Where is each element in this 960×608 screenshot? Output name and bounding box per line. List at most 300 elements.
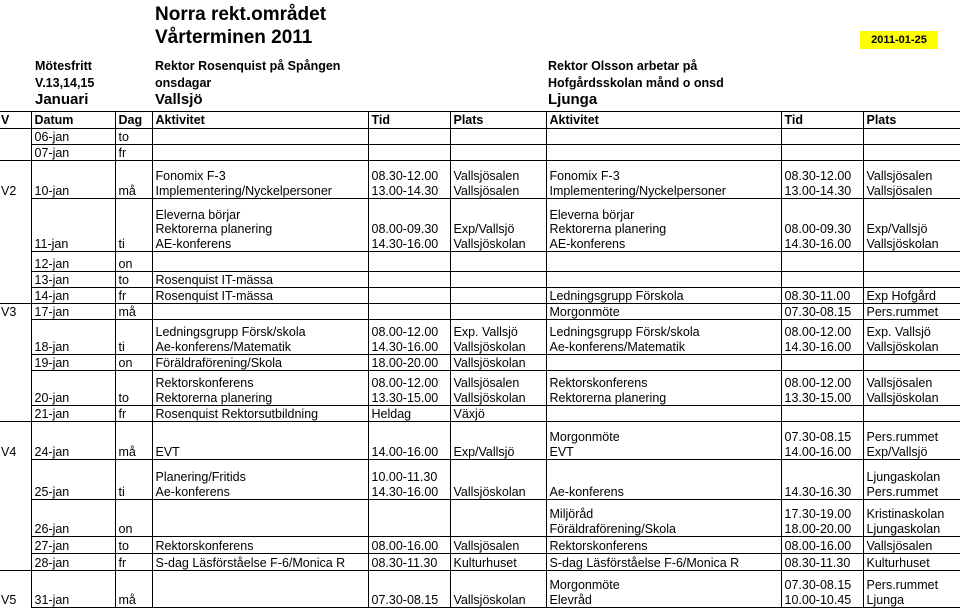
cell-line: Vallsjösalen — [867, 376, 960, 391]
cell-line: Exp. Vallsjö — [454, 325, 546, 340]
cell-line: 14.30-16.00 — [785, 237, 863, 252]
cell-line: 17.30-19.00 — [785, 507, 863, 522]
table-row — [0, 129, 960, 145]
cell-time-2 — [781, 161, 863, 199]
cell-time-1 — [368, 145, 450, 161]
cell-week — [0, 199, 31, 252]
cell-line: 07.30-08.15 — [785, 430, 863, 445]
cell-activity-2 — [546, 355, 781, 371]
cell-line: Ljungaskolan — [867, 470, 960, 485]
cell-line: Eleverna börjar — [550, 208, 781, 223]
cell-line: Vallsjösalen — [454, 184, 546, 199]
cell-line: Fonomix F-3 — [550, 169, 781, 184]
cell-date: 20-jan — [31, 371, 115, 406]
cell-day: fr — [115, 288, 152, 304]
cell-line: Vallsjöskolan — [454, 593, 546, 608]
cell-time-2 — [781, 500, 863, 537]
cell-activity-2 — [546, 371, 781, 406]
column-header-activity-1: Aktivitet — [152, 112, 368, 129]
cell-place-2 — [863, 161, 960, 199]
cell-activity-1 — [152, 161, 368, 199]
cell-time-2 — [781, 537, 863, 554]
cell-activity-1 — [152, 422, 368, 460]
cell-line: 14.30-16.00 — [372, 340, 450, 355]
cell-line: Ae-konferens — [156, 485, 368, 500]
table-row — [0, 199, 960, 252]
cell-time-1 — [368, 288, 450, 304]
cell-line: Pers.rummet — [867, 430, 960, 445]
cell-place-1 — [450, 320, 546, 355]
cell-line: Morgonmöte — [550, 578, 781, 593]
column-header-activity-2: Aktivitet — [546, 112, 781, 129]
cell-line: Vallsjösalen — [454, 376, 546, 391]
cell-activity-2 — [546, 288, 781, 304]
cell-time-1 — [368, 554, 450, 571]
cell-line: 08.30-12.00 — [372, 169, 450, 184]
cell-line: AE-konferens — [550, 237, 781, 252]
cell-line: 10.00-10.45 — [785, 593, 863, 608]
cell-day: ti — [115, 199, 152, 252]
cell-place-2 — [863, 320, 960, 355]
cell-line: Vallsjöskolan — [867, 391, 960, 406]
cell-activity-1 — [152, 129, 368, 145]
table-row — [0, 252, 960, 272]
table-row — [0, 355, 960, 371]
cell-line: Exp/Vallsjö — [454, 222, 546, 237]
cell-time-2 — [781, 355, 863, 371]
cell-place-2 — [863, 199, 960, 252]
cell-place-2 — [863, 145, 960, 161]
cell-line: 14.30-16.30 — [785, 485, 863, 500]
header-col3-line1: Rektor Olsson arbetar på — [548, 58, 697, 74]
cell-day: må — [115, 304, 152, 320]
cell-day: to — [115, 272, 152, 288]
cell-week — [0, 554, 31, 571]
cell-date: 19-jan — [31, 355, 115, 371]
cell-date: 27-jan — [31, 537, 115, 554]
table-row — [0, 406, 960, 422]
cell-time-1 — [368, 304, 450, 320]
cell-place-1 — [450, 554, 546, 571]
cell-activity-1 — [152, 252, 368, 272]
cell-week — [0, 252, 31, 272]
cell-line: Växjö — [454, 407, 546, 422]
header-col1-line3: Januari — [35, 92, 88, 108]
cell-day: fr — [115, 406, 152, 422]
table-row — [0, 571, 960, 608]
cell-place-2 — [863, 537, 960, 554]
table-row — [0, 537, 960, 554]
table-row — [0, 272, 960, 288]
cell-line: Föräldraförening/Skola — [156, 356, 368, 371]
cell-line: Ae-konferens — [550, 485, 781, 500]
cell-line: Vallsjösalen — [867, 539, 960, 554]
cell-line: Vallsjöskolan — [867, 237, 960, 252]
cell-time-1 — [368, 571, 450, 608]
cell-date: 10-jan — [31, 161, 115, 199]
schedule-table — [0, 111, 960, 608]
cell-week — [0, 320, 31, 355]
cell-date: 14-jan — [31, 288, 115, 304]
cell-line: 10.00-11.30 — [372, 470, 450, 485]
cell-place-1 — [450, 272, 546, 288]
table-row — [0, 320, 960, 355]
table-row — [0, 304, 960, 320]
cell-place-2 — [863, 272, 960, 288]
cell-time-2 — [781, 304, 863, 320]
cell-line: 08.00-12.00 — [372, 376, 450, 391]
cell-time-2 — [781, 288, 863, 304]
cell-line: 08.00-09.30 — [372, 222, 450, 237]
cell-week — [0, 145, 31, 161]
cell-time-2 — [781, 460, 863, 500]
cell-time-2 — [781, 406, 863, 422]
cell-line: Vallsjöskolan — [454, 340, 546, 355]
cell-line: Kristinaskolan — [867, 507, 960, 522]
cell-line: Vallsjösalen — [454, 169, 546, 184]
cell-week — [0, 129, 31, 145]
cell-day: to — [115, 371, 152, 406]
header-col1-line2: V.13,14,15 — [35, 75, 94, 91]
cell-place-2 — [863, 500, 960, 537]
cell-line: Exp/Vallsjö — [454, 445, 546, 460]
column-header-day: Dag — [115, 112, 152, 129]
cell-activity-1 — [152, 145, 368, 161]
cell-place-2 — [863, 129, 960, 145]
cell-place-1 — [450, 371, 546, 406]
cell-place-1 — [450, 500, 546, 537]
cell-day: ti — [115, 320, 152, 355]
cell-date: 28-jan — [31, 554, 115, 571]
cell-date: 25-jan — [31, 460, 115, 500]
table-row — [0, 161, 960, 199]
cell-date: 06-jan — [31, 129, 115, 145]
cell-day: on — [115, 355, 152, 371]
cell-place-2 — [863, 355, 960, 371]
cell-place-1 — [450, 252, 546, 272]
cell-place-1 — [450, 161, 546, 199]
cell-line: Rektorskonferens — [550, 539, 781, 554]
cell-week — [0, 500, 31, 537]
cell-activity-2 — [546, 129, 781, 145]
cell-line: Vallsjöskolan — [454, 485, 546, 500]
cell-line: Rosenquist IT-mässa — [156, 273, 368, 288]
cell-line: Rektorerna planering — [156, 391, 368, 406]
cell-time-2 — [781, 199, 863, 252]
cell-line: 18.00-20.00 — [785, 522, 863, 537]
cell-week — [0, 460, 31, 500]
cell-date: 11-jan — [31, 199, 115, 252]
cell-line: Planering/Fritids — [156, 470, 368, 485]
cell-activity-1 — [152, 288, 368, 304]
cell-time-1 — [368, 537, 450, 554]
cell-place-2 — [863, 554, 960, 571]
cell-day: to — [115, 537, 152, 554]
cell-line: 08.00-12.00 — [372, 325, 450, 340]
page-subtitle: Vårterminen 2011 — [155, 28, 312, 48]
header-col3-line2: Hofgårdsskolan månd o onsd — [548, 75, 724, 91]
cell-activity-2 — [546, 145, 781, 161]
cell-date: 31-jan — [31, 571, 115, 608]
cell-week — [0, 355, 31, 371]
cell-line: 08.00-12.00 — [785, 376, 863, 391]
cell-activity-1 — [152, 500, 368, 537]
table-header-row — [0, 112, 960, 129]
cell-place-1 — [450, 537, 546, 554]
cell-line: Fonomix F-3 — [156, 169, 368, 184]
cell-line: Morgonmöte — [550, 430, 781, 445]
cell-time-1 — [368, 129, 450, 145]
cell-line: 08.30-11.00 — [785, 289, 863, 304]
cell-place-1 — [450, 571, 546, 608]
cell-date: 18-jan — [31, 320, 115, 355]
cell-time-1 — [368, 500, 450, 537]
column-header-time-2: Tid — [781, 112, 863, 129]
cell-line: Exp/Vallsjö — [867, 445, 960, 460]
cell-place-2 — [863, 571, 960, 608]
column-header-week: V — [0, 112, 31, 129]
cell-line: Vallsjöskolan — [454, 391, 546, 406]
cell-line: EVT — [550, 445, 781, 460]
cell-line: Heldag — [372, 407, 450, 422]
cell-week — [0, 371, 31, 406]
cell-day: må — [115, 161, 152, 199]
cell-line: Eleverna börjar — [156, 208, 368, 223]
table-row — [0, 460, 960, 500]
cell-activity-2 — [546, 554, 781, 571]
table-row — [0, 422, 960, 460]
table-row — [0, 145, 960, 161]
cell-activity-1 — [152, 355, 368, 371]
cell-activity-1 — [152, 406, 368, 422]
cell-line: 14.30-16.00 — [372, 485, 450, 500]
page-title: Norra rekt.området — [155, 5, 326, 25]
cell-line: Rektorskonferens — [156, 539, 368, 554]
cell-time-2 — [781, 554, 863, 571]
cell-activity-2 — [546, 252, 781, 272]
cell-line: Kulturhuset — [867, 556, 960, 571]
cell-activity-2 — [546, 272, 781, 288]
table-row — [0, 288, 960, 304]
cell-activity-2 — [546, 500, 781, 537]
cell-line: Pers.rummet — [867, 578, 960, 593]
cell-time-2 — [781, 371, 863, 406]
cell-time-1 — [368, 161, 450, 199]
cell-week — [0, 272, 31, 288]
cell-activity-2 — [546, 304, 781, 320]
cell-day: må — [115, 422, 152, 460]
cell-line: 13.30-15.00 — [785, 391, 863, 406]
cell-line: Ledningsgrupp Försk/skola — [156, 325, 368, 340]
cell-line: 18.00-20.00 — [372, 356, 450, 371]
cell-line: S-dag Läsförståelse F-6/Monica R — [550, 556, 781, 571]
cell-line: Exp/Vallsjö — [867, 222, 960, 237]
cell-line: 14.00-16.00 — [372, 445, 450, 460]
cell-time-2 — [781, 145, 863, 161]
cell-time-1 — [368, 355, 450, 371]
table-row — [0, 371, 960, 406]
cell-place-1 — [450, 422, 546, 460]
cell-line: Rektorskonferens — [550, 376, 781, 391]
column-header-date: Datum — [31, 112, 115, 129]
cell-line: Rektorerna planering — [550, 391, 781, 406]
cell-day: fr — [115, 145, 152, 161]
header-col3-line3: Ljunga — [548, 92, 597, 108]
cell-time-2 — [781, 272, 863, 288]
cell-line: 14.30-16.00 — [785, 340, 863, 355]
cell-line: 07.30-08.15 — [785, 305, 863, 320]
cell-place-2 — [863, 304, 960, 320]
cell-line: Morgonmöte — [550, 305, 781, 320]
date-badge: 2011-01-25 — [860, 31, 938, 49]
cell-line: Vallsjöskolan — [867, 340, 960, 355]
column-header-place-1: Plats — [450, 112, 546, 129]
cell-time-2 — [781, 320, 863, 355]
cell-line: Implementering/Nyckelpersoner — [550, 184, 781, 199]
cell-line: 14.00-16.00 — [785, 445, 863, 460]
cell-date: 24-jan — [31, 422, 115, 460]
cell-line: Ae-konferens/Matematik — [550, 340, 781, 355]
cell-activity-2 — [546, 537, 781, 554]
cell-line: 08.00-16.00 — [372, 539, 450, 554]
cell-line: Elevråd — [550, 593, 781, 608]
cell-place-2 — [863, 406, 960, 422]
cell-line: Implementering/Nyckelpersoner — [156, 184, 368, 199]
cell-line: Föräldraförening/Skola — [550, 522, 781, 537]
cell-line: Vallsjöskolan — [454, 356, 546, 371]
cell-place-2 — [863, 460, 960, 500]
cell-week: V4 — [0, 422, 31, 460]
cell-date: 07-jan — [31, 145, 115, 161]
cell-line: Pers.rummet — [867, 485, 960, 500]
cell-time-1 — [368, 199, 450, 252]
cell-place-2 — [863, 252, 960, 272]
cell-place-1 — [450, 460, 546, 500]
cell-line: Vallsjösalen — [867, 184, 960, 199]
cell-line: Kulturhuset — [454, 556, 546, 571]
cell-place-2 — [863, 371, 960, 406]
cell-line: 08.00-16.00 — [785, 539, 863, 554]
header-col1-line1: Mötesfritt — [35, 58, 92, 74]
cell-place-2 — [863, 422, 960, 460]
cell-week: V2 — [0, 161, 31, 199]
cell-activity-2 — [546, 571, 781, 608]
cell-time-2 — [781, 252, 863, 272]
cell-place-1 — [450, 288, 546, 304]
cell-line: Ljungaskolan — [867, 522, 960, 537]
header-col2-line2: onsdagar — [155, 75, 211, 91]
cell-time-2 — [781, 571, 863, 608]
cell-place-2 — [863, 288, 960, 304]
cell-activity-1 — [152, 272, 368, 288]
cell-line: 08.30-11.30 — [785, 556, 863, 571]
cell-activity-2 — [546, 406, 781, 422]
table-row — [0, 500, 960, 537]
cell-day: on — [115, 500, 152, 537]
cell-line: Ledningsgrupp Försk/skola — [550, 325, 781, 340]
cell-day: fr — [115, 554, 152, 571]
cell-line: Rektorskonferens — [156, 376, 368, 391]
cell-activity-1 — [152, 537, 368, 554]
cell-time-1 — [368, 320, 450, 355]
cell-week — [0, 537, 31, 554]
cell-day: on — [115, 252, 152, 272]
cell-time-1 — [368, 460, 450, 500]
cell-line: 13.00-14.30 — [785, 184, 863, 199]
cell-date: 17-jan — [31, 304, 115, 320]
cell-day: to — [115, 129, 152, 145]
cell-line: Miljöråd — [550, 507, 781, 522]
cell-line: Rosenquist IT-mässa — [156, 289, 368, 304]
cell-date: 21-jan — [31, 406, 115, 422]
cell-day: ti — [115, 460, 152, 500]
header-col2-line3: Vallsjö — [155, 92, 203, 108]
cell-week — [0, 288, 31, 304]
cell-week: V5 — [0, 571, 31, 608]
cell-activity-2 — [546, 460, 781, 500]
cell-line: Vallsjösalen — [867, 169, 960, 184]
cell-place-1 — [450, 145, 546, 161]
cell-activity-1 — [152, 571, 368, 608]
cell-line: Ledningsgrupp Förskola — [550, 289, 781, 304]
cell-date: 12-jan — [31, 252, 115, 272]
cell-line: 08.30-11.30 — [372, 556, 450, 571]
cell-activity-1 — [152, 371, 368, 406]
cell-line: Rosenquist Rektorsutbildning — [156, 407, 368, 422]
cell-line: Rektorerna planering — [156, 222, 368, 237]
cell-activity-2 — [546, 161, 781, 199]
cell-time-2 — [781, 129, 863, 145]
cell-day: må — [115, 571, 152, 608]
cell-line: Pers.rummet — [867, 305, 960, 320]
table-row — [0, 554, 960, 571]
column-header-time-1: Tid — [368, 112, 450, 129]
cell-line: Ae-konferens/Matematik — [156, 340, 368, 355]
cell-activity-1 — [152, 304, 368, 320]
cell-date: 26-jan — [31, 500, 115, 537]
cell-line: 07.30-08.15 — [785, 578, 863, 593]
cell-place-1 — [450, 129, 546, 145]
cell-line: S-dag Läsförståelse F-6/Monica R — [156, 556, 368, 571]
cell-line: Exp. Vallsjö — [867, 325, 960, 340]
cell-line: 14.30-16.00 — [372, 237, 450, 252]
cell-time-2 — [781, 422, 863, 460]
cell-activity-1 — [152, 199, 368, 252]
cell-time-1 — [368, 252, 450, 272]
cell-activity-2 — [546, 199, 781, 252]
cell-activity-1 — [152, 554, 368, 571]
cell-activity-1 — [152, 320, 368, 355]
cell-activity-1 — [152, 460, 368, 500]
cell-line: 08.00-09.30 — [785, 222, 863, 237]
cell-place-1 — [450, 406, 546, 422]
cell-line: Exp Hofgård — [867, 289, 960, 304]
cell-week: V3 — [0, 304, 31, 320]
cell-line: 08.00-12.00 — [785, 325, 863, 340]
cell-time-1 — [368, 272, 450, 288]
cell-line: 08.30-12.00 — [785, 169, 863, 184]
cell-date: 13-jan — [31, 272, 115, 288]
header-col2-line1: Rektor Rosenquist på Spången — [155, 58, 340, 74]
cell-time-1 — [368, 406, 450, 422]
cell-week — [0, 406, 31, 422]
cell-time-1 — [368, 371, 450, 406]
cell-line: 13.30-15.00 — [372, 391, 450, 406]
cell-activity-2 — [546, 320, 781, 355]
cell-place-1 — [450, 355, 546, 371]
cell-line: 07.30-08.15 — [372, 593, 450, 608]
cell-time-1 — [368, 422, 450, 460]
